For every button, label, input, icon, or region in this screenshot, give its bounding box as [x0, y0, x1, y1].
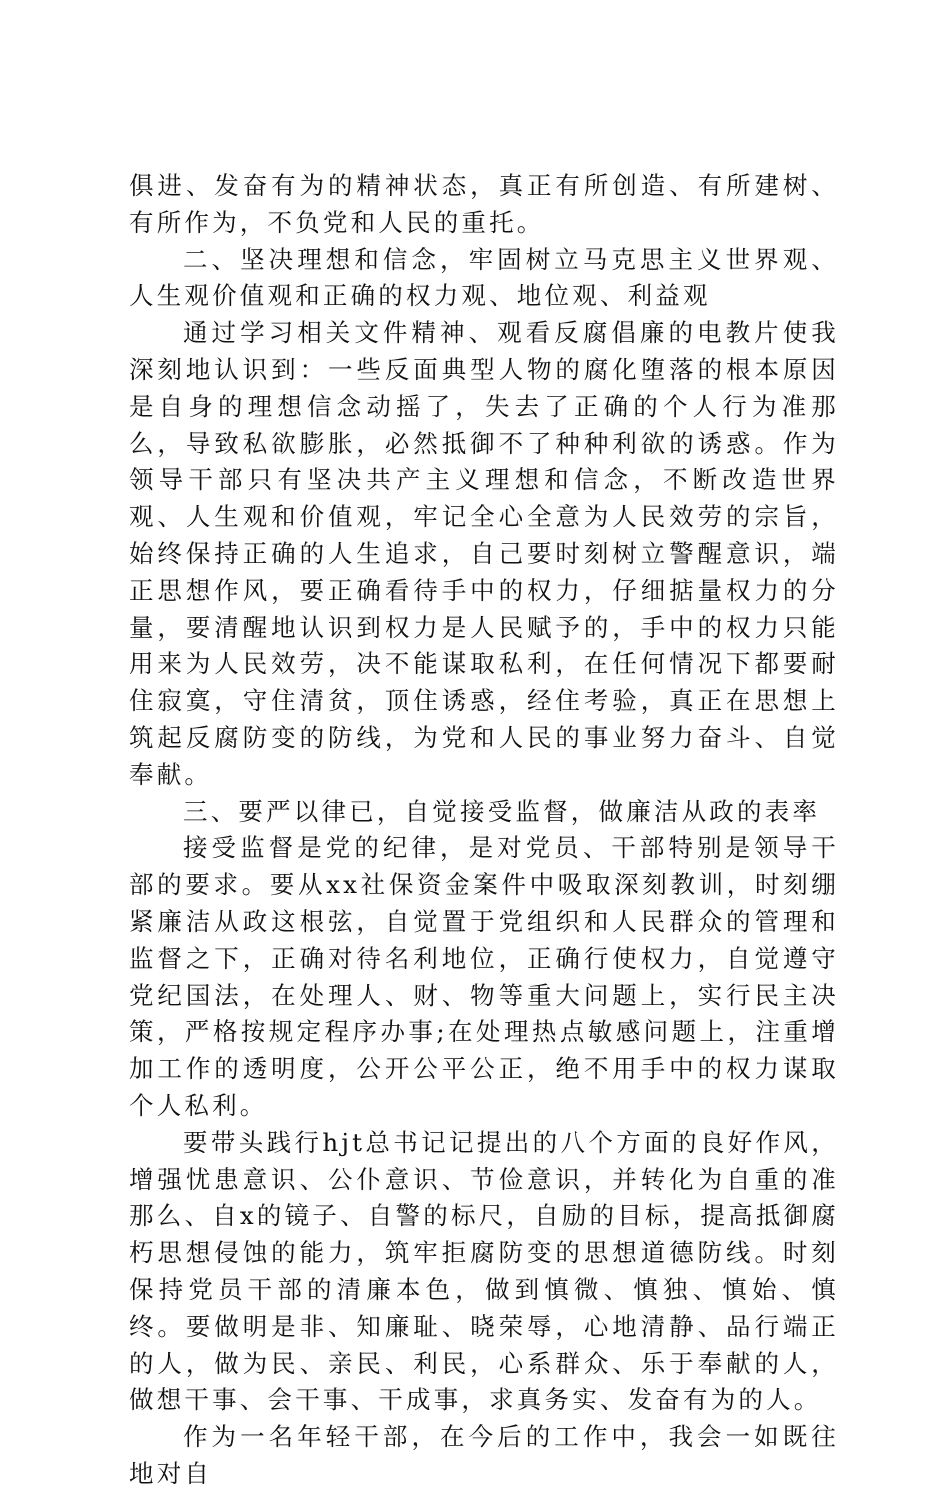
paragraph-section-2: 通过学习相关文件精神、观看反腐倡廉的电教片使我深刻地认识到：一些反面典型人物的腐化堕落的根本原因是自身的理想信念动摇了，失去了正确的个人行为准那么，导致私欲膨胀，必然抵御不了种种利欲的诱惑。作为领导干部只有坚决共产主义理想和信念，不断改造世界观、人生观和价值观，牢记全心全意为人民效劳的宗旨，始终保持正确的人生追求，自己要时刻树立警醒意识，端正思想作风，要正确看待手中的权力，仔细掂量权力的分量，要清醒地认识到权力是人民赋予的，手中的权力只能用来为人民效劳，决不能谋取私利，在任何情况下都要耐住寂寞，守住清贫，顶住诱惑，经住考验，真正在思想上筑起反腐防变的防线，为党和人民的事业努力奋斗、自觉奉献。 — [129, 318, 839, 789]
section-heading-2: 二、坚决理想和信念，牢固树立马克思主义世界观、人生观价值观和正确的权力观、地位观、利益观 — [129, 244, 839, 311]
paragraph-conduct: 要带头践行hjt总书记记提出的八个方面的良好作风，增强忧患意识、公仆意识、节俭意识，并转化为自重的准那么、自x的镜子、自警的标尺，自励的目标，提高抵御腐朽思想侵蚀的能力，筑牢拒腐防变的思想道德防线。时刻保持党员干部的清廉本色，做到慎微、慎独、慎始、慎终。要做明是非、知廉耻、晓荣辱，心地清静、品行端正的人，做为民、亲民、利民，心系群众、乐于奉献的人，做想干事、会干事、干成事，求真务实、发奋有为的人。 — [129, 1127, 839, 1415]
paragraph-section-3: 接受监督是党的纪律，是对党员、干部特别是领导干部的要求。要从xx社保资金案件中吸取深刻教训，时刻绷紧廉洁从政这根弦，自觉置于党组织和人民群众的管理和监督之下，正确对待名利地位，正确行使权力，自觉遵守党纪国法，在处理人、财、物等重大问题上，实行民主决策，严格按规定程序办事;在处理热点敏感问题上，注重增加工作的透明度，公开公平公正，绝不用手中的权力谋取个人私利。 — [129, 833, 839, 1120]
document-body — [129, 168, 839, 1493]
paragraph-continued: 俱进、发奋有为的精神状态，真正有所创造、有所建树、有所作为，不负党和人民的重托。 — [129, 171, 839, 237]
paragraph-closing: 作为一名年轻干部，在今后的工作中，我会一如既往地对自 — [129, 1422, 839, 1488]
section-heading-3: 三、要严以律已，自觉接受监督，做廉洁从政的表率 — [183, 796, 821, 826]
